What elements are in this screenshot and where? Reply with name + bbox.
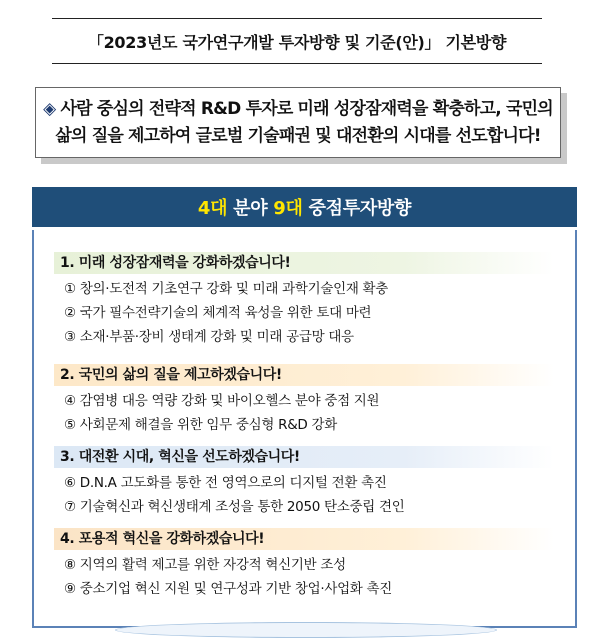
section-heading: 2. 국민의 삶의 질을 제고하겠습니다!	[54, 364, 554, 386]
document-title-text: 「2023년도 국가연구개발 투자방향 및 기준(안)」 기본방향	[87, 32, 507, 52]
section-heading: 1. 미래 성장잠재력을 강화하겠습니다!	[54, 252, 554, 274]
section-heading: 3. 대전환 시대, 혁신을 선도하겠습니다!	[54, 446, 554, 468]
next-section-edge	[115, 622, 497, 638]
section-inclusive-innovation	[54, 528, 554, 601]
banner-highlight-9: 9대	[273, 198, 303, 219]
diamond-bullet-icon: ◈	[43, 98, 56, 119]
vision-statement-box	[35, 87, 561, 158]
list-item: ⑧ 지역의 활력 제고를 위한 자강적 혁신기반 조성	[64, 557, 346, 573]
section-quality-of-life	[54, 364, 554, 437]
list-item: ④ 감염병 대응 역량 강화 및 바이오헬스 분야 중점 지원	[64, 393, 380, 409]
section-innovation-leadership	[54, 446, 554, 519]
banner-highlight-4: 4대	[197, 198, 228, 219]
banner-text-direction: 중점투자방향	[302, 198, 412, 219]
section-heading: 4. 포용적 혁신을 강화하겠습니다!	[54, 528, 554, 550]
list-item: ③ 소재·부품·장비 생태계 강화 및 미래 공급망 대응	[64, 329, 354, 345]
list-item: ① 창의·도전적 기초연구 강화 및 미래 과학기술인재 확충	[64, 281, 389, 297]
banner-text-area: 분야	[227, 198, 274, 219]
document-title	[52, 18, 542, 64]
section-banner	[32, 187, 577, 227]
list-item: ⑥ D.N.A 고도화를 통한 전 영역으로의 디지털 전환 촉진	[64, 475, 387, 491]
list-item: ⑦ 기술혁신과 혁신생태계 조성을 통한 2050 탄소중립 견인	[64, 499, 405, 515]
section-future-growth	[54, 252, 554, 349]
list-item: ② 국가 필수전략기술의 체계적 육성을 위한 토대 마련	[64, 305, 372, 321]
list-item: ⑤ 사회문제 해결을 위한 임무 중심형 R&D 강화	[64, 417, 337, 433]
vision-statement-line-1: 사람 중심의 전략적 R&D 투자로 미래 성장잠재력을 확충하고, 국민의	[60, 98, 553, 119]
list-item: ⑨ 중소기업 혁신 지원 및 연구성과 기반 창업·사업화 촉진	[64, 581, 393, 597]
vision-statement	[43, 96, 553, 150]
investment-directions-panel	[32, 230, 577, 628]
vision-statement-line-2: 삶의 질을 제고하여 글로벌 기술패권 및 대전환의 시대를 선도합니다!	[55, 125, 541, 146]
